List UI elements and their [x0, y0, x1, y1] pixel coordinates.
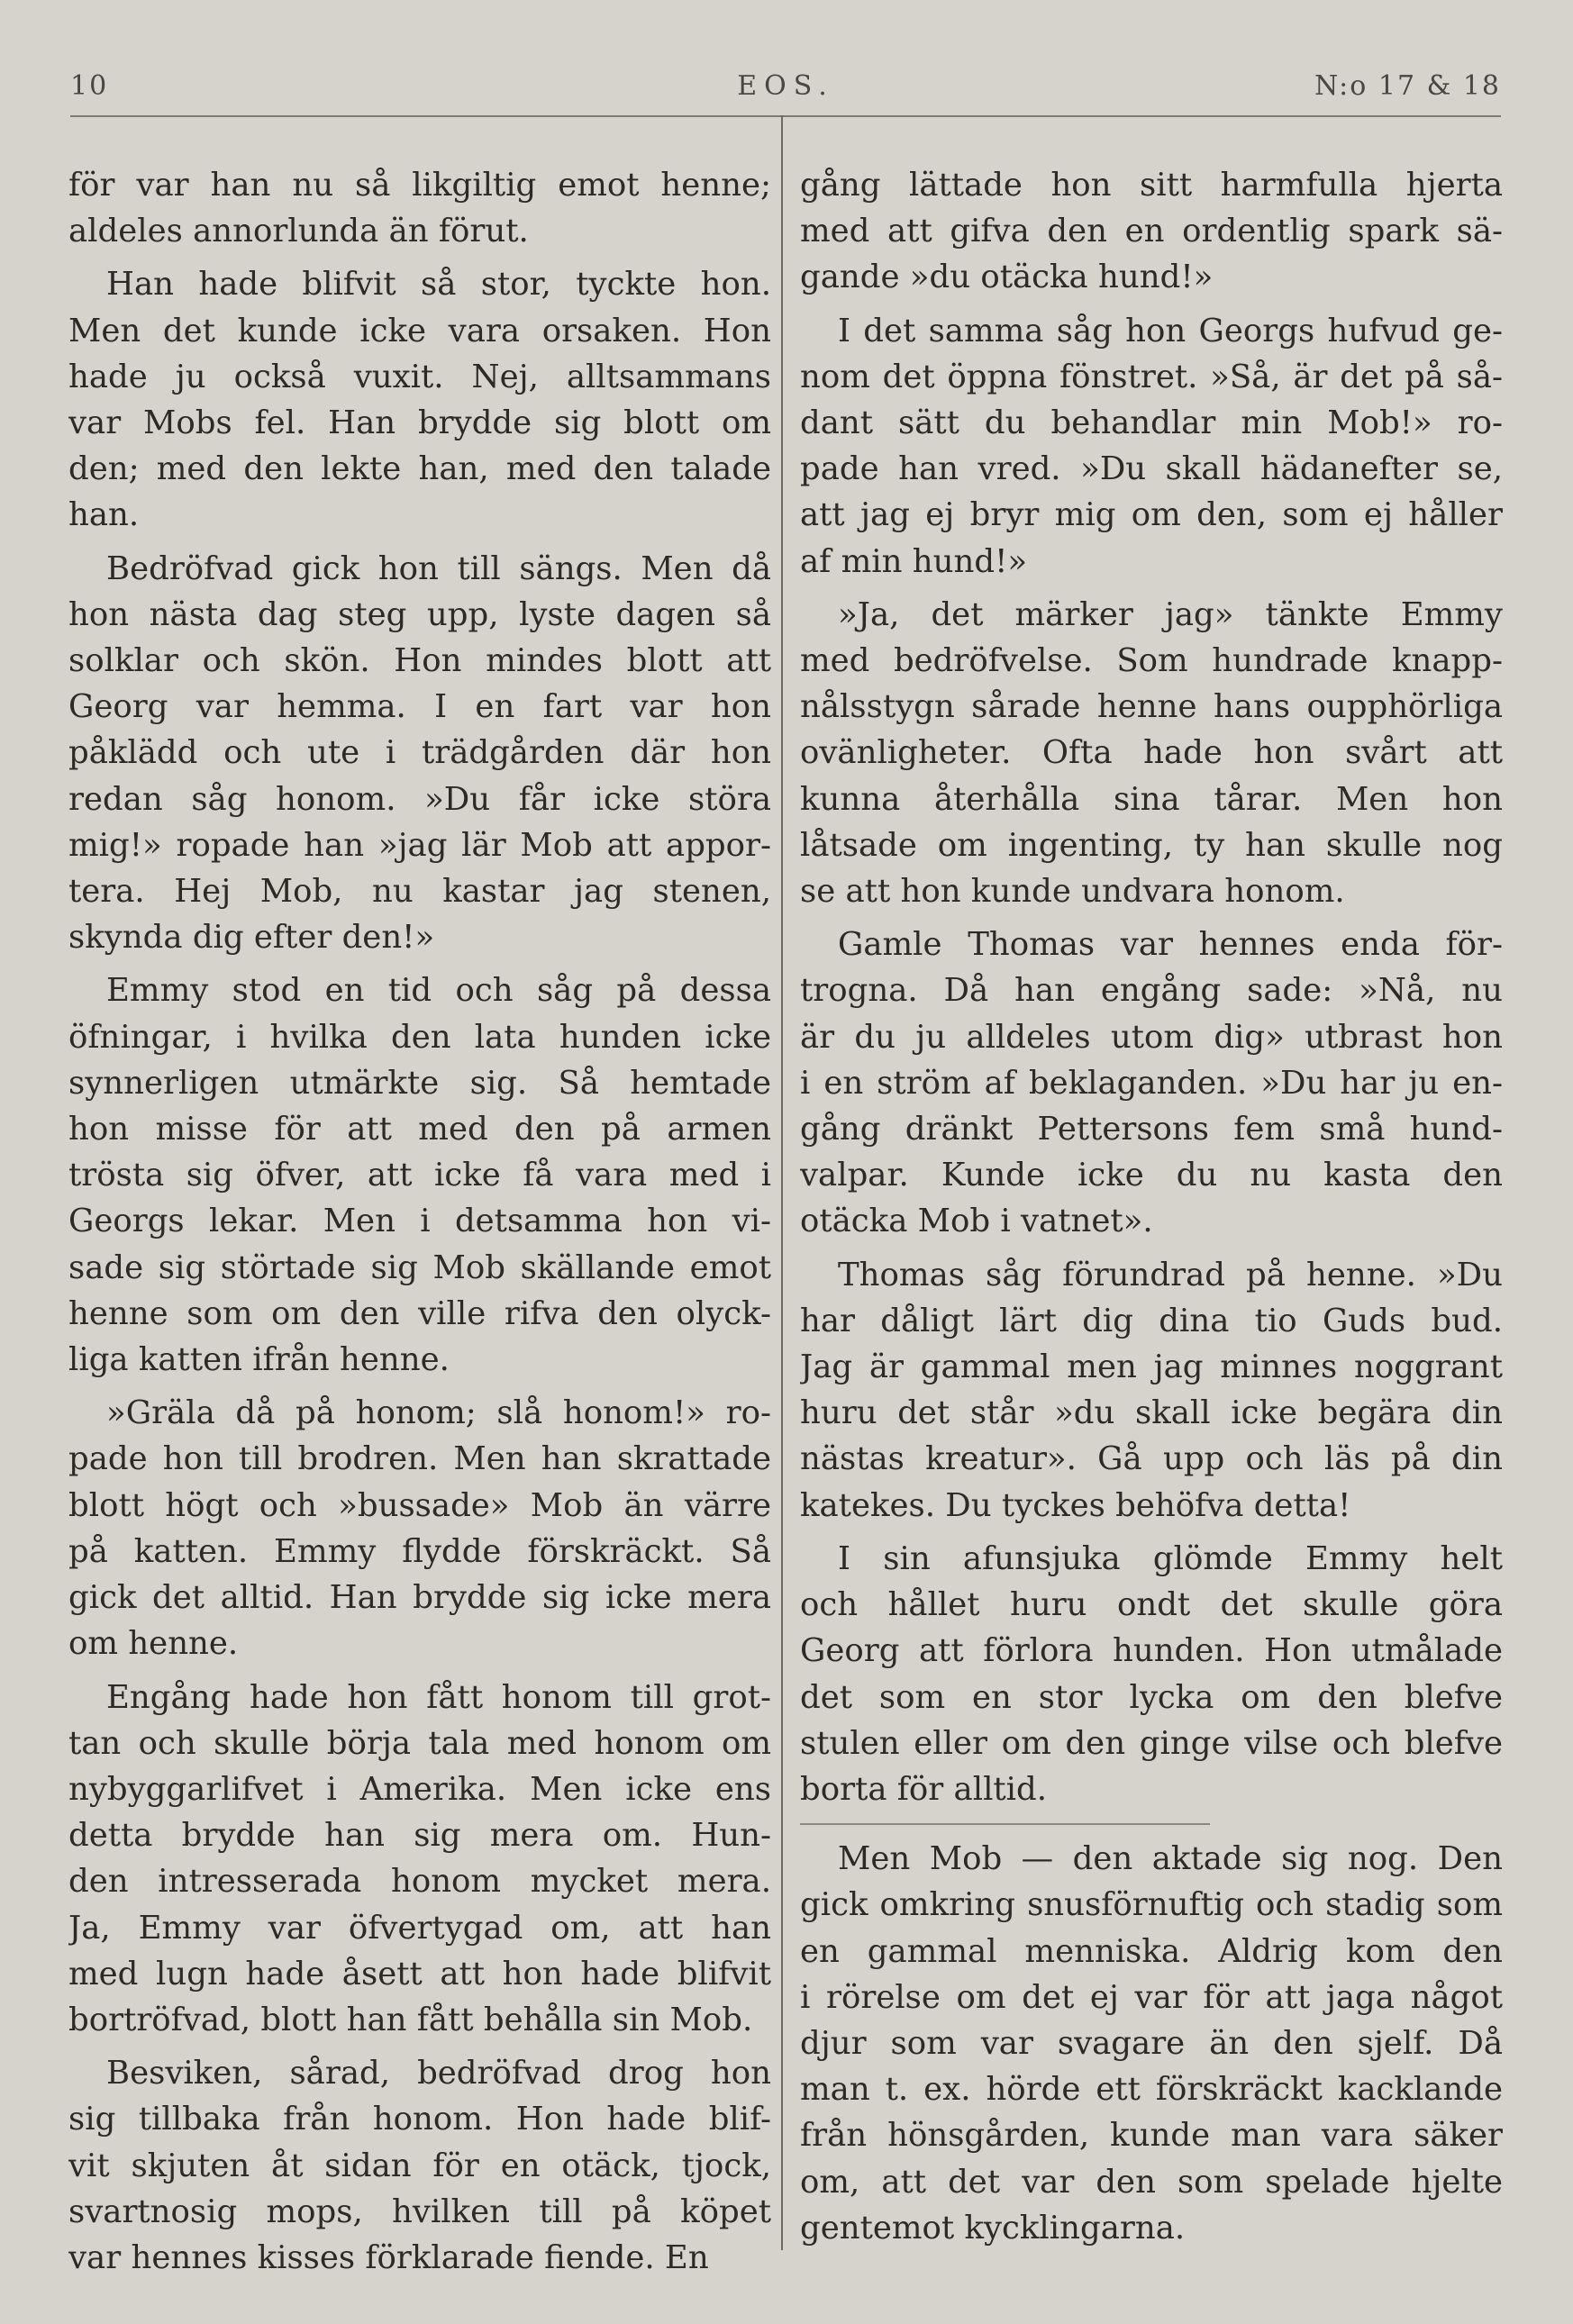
text-line: en gammal menniska. Aldrig kom den: [800, 1932, 1503, 1970]
text-line: nybyggarlifvet i Amerika. Men icke ens: [68, 1770, 771, 1808]
text-line: gentemot kycklingarna.: [800, 2209, 1186, 2247]
right-column: [800, 162, 1503, 2251]
text-line: trösta sig öfver, att icke få vara med i: [68, 1157, 771, 1194]
text-line: solklar och skön. Hon mindes blott att: [68, 642, 771, 680]
text-line: blott högt och »bussade» Mob än värre: [68, 1486, 771, 1524]
text-line: svartnosig mops, hvilken till på köpet: [68, 2192, 771, 2230]
text-line: i en ström af beklaganden. »Du har ju en-: [800, 1064, 1503, 1102]
text-line: Men Mob — den aktade sig nog. Den: [838, 1840, 1503, 1878]
text-line: låtsade om ingenting, ty han skulle nog: [800, 826, 1503, 864]
text-line: »Ja, det märker jag» tänkte Emmy: [838, 595, 1503, 633]
text-line: för var han nu så likgiltig emot henne;: [68, 167, 771, 204]
text-line: valpar. Kunde icke du nu kasta den: [800, 1157, 1503, 1194]
text-line: Bedröfvad gick hon till sängs. Men då: [106, 549, 771, 587]
issue-number: N:o 17 & 18: [1314, 70, 1501, 102]
text-line: var Mobs fel. Han brydde sig blott om: [68, 404, 771, 442]
text-line: öfningar, i hvilka den lata hunden icke: [68, 1018, 771, 1056]
right-column-part-2: [800, 1836, 1503, 2251]
text-line: otäcka Mob i vatnet».: [800, 1203, 1153, 1240]
text-line: har dåligt lärt dig dina tio Guds bud.: [800, 1302, 1503, 1339]
page-number: 10: [70, 70, 109, 102]
text-line: gande »du otäcka hund!»: [800, 259, 1214, 296]
text-line: trogna. Då han engång sade: »Nå, nu: [800, 972, 1503, 1010]
text-line: tera. Hej Mob, nu kastar jag stenen,: [68, 873, 771, 911]
text-line: Gamle Thomas var hennes enda för-: [838, 926, 1503, 964]
text-line: bortröfvad, blott han fått behålla sin Mob.: [68, 2001, 753, 2038]
text-line: gick det alltid. Han brydde sig icke mera: [68, 1579, 771, 1617]
text-line: man t. ex. hörde ett förskräckt kacklande: [800, 2071, 1503, 2109]
text-line: huru det står »du skall icke begära din: [800, 1394, 1503, 1432]
text-line: liga katten ifrån henne.: [68, 1341, 450, 1379]
text-line: i rörelse om det ej var för att jaga något: [800, 1978, 1503, 2016]
text-line: sig tillbaka från honom. Hon hade blif-: [68, 2101, 771, 2138]
text-line: skynda dig efter den!»: [68, 919, 435, 957]
text-line: Georg var hemma. I en fart var hon: [68, 688, 771, 726]
text-line: att jag ej bryr mig om den, som ej håller: [800, 496, 1503, 534]
text-line: kunna återhålla sina tårar. Men hon: [800, 780, 1503, 818]
text-line: henne som om den ville rifva den olyck-: [68, 1294, 771, 1332]
text-line: nästas kreatur». Gå upp och läs på din: [800, 1440, 1503, 1478]
text-line: påklädd och ute i trädgården där hon: [68, 734, 771, 772]
text-line: stulen eller om den ginge vilse och blefve: [800, 1724, 1503, 1762]
text-line: den; med den lekte han, med den talade: [68, 450, 771, 488]
left-column: [68, 162, 771, 2281]
text-line: Thomas såg förundrad på henne. »Du: [838, 1256, 1503, 1294]
text-line: hon nästa dag steg upp, lyste dagen så: [68, 595, 771, 633]
text-line: mig!» ropade han »jag lär Mob att appor-: [68, 826, 771, 864]
text-line: borta för alltid.: [800, 1770, 1048, 1808]
text-line: Engång hade hon fått honom till grot-: [106, 1678, 771, 1716]
text-line: redan såg honom. »Du får icke störa: [68, 780, 771, 818]
text-line: den intresserada honom mycket mera.: [68, 1863, 771, 1901]
text-line: Emmy stod en tid och såg på dessa: [106, 972, 771, 1010]
text-line: sade sig störtade sig Mob skällande emot: [68, 1248, 771, 1286]
text-line: I det samma såg hon Georgs hufvud ge-: [838, 312, 1503, 350]
text-line: gick omkring snusförnuftig och stadig som: [800, 1886, 1503, 1924]
text-line: synnerligen utmärkte sig. Så hemtade: [68, 1064, 771, 1102]
text-line: med att gifva den en ordentlig spark sä-: [800, 213, 1503, 250]
column-divider: [781, 115, 783, 2250]
section-separator: [800, 1823, 1210, 1825]
text-line: djur som var svagare än den sjelf. Då: [800, 2024, 1503, 2062]
text-line: var hennes kisses förklarade fiende. En: [68, 2238, 709, 2276]
text-line: nålsstygn sårade henne hans oupphörliga: [800, 688, 1503, 726]
text-line: det som en stor lycka om den blefve: [800, 1678, 1503, 1716]
header-rule: [70, 115, 1501, 117]
text-line: och hållet huru ondt det skulle göra: [800, 1586, 1503, 1624]
text-line: af min hund!»: [800, 542, 1028, 580]
text-line: nom det öppna fönstret. »Så, är det på så-: [800, 358, 1503, 395]
text-line: I sin afunsjuka glömde Emmy helt: [838, 1539, 1503, 1577]
text-line: om, att det var den som spelade hjelte: [800, 2163, 1503, 2201]
text-line: han.: [68, 496, 140, 534]
text-line: dant sätt du behandlar min Mob!» ro-: [800, 404, 1503, 442]
text-line: Han hade blifvit så stor, tyckte hon.: [106, 266, 771, 304]
text-line: ovänligheter. Ofta hade hon svårt att: [800, 734, 1503, 772]
text-line: med bedröfvelse. Som hundrade knapp-: [800, 642, 1503, 680]
text-line: på katten. Emmy flydde förskräckt. Så: [68, 1532, 771, 1570]
text-line: »Gräla då på honom; slå honom!» ro-: [106, 1394, 771, 1432]
text-line: katekes. Du tyckes behöfva detta!: [800, 1486, 1351, 1524]
text-line: tan och skulle börja tala med honom om: [68, 1724, 771, 1762]
text-line: Georgs lekar. Men i detsamma hon vi-: [68, 1203, 771, 1240]
text-line: Besviken, sårad, bedröfvad drog hon: [106, 2055, 771, 2093]
text-line: pade han vred. »Du skall hädanefter se,: [800, 450, 1503, 488]
text-line: vit skjuten åt sidan för en otäck, tjock,: [68, 2147, 771, 2184]
text-line: se att hon kunde undvara honom.: [800, 873, 1345, 911]
text-line: är du ju alldeles utom dig» utbrast hon: [800, 1018, 1503, 1056]
text-line: gång dränkt Pettersons fem små hund-: [800, 1111, 1503, 1148]
text-line: gång lättade hon sitt harmfulla hjerta: [800, 167, 1503, 204]
text-line: detta brydde han sig mera om. Hun-: [68, 1817, 771, 1855]
text-line: pade hon till brodren. Men han skrattade: [68, 1440, 771, 1478]
journal-title: EOS.: [737, 70, 834, 102]
text-line: hade ju också vuxit. Nej, alltsammans: [68, 358, 771, 395]
right-column-part-1: [800, 162, 1503, 1812]
text-line: aldeles annorlunda än förut.: [68, 213, 529, 250]
text-line: Ja, Emmy var öfvertygad om, att han: [68, 1909, 771, 1947]
text-line: Georg att förlora hunden. Hon utmålade: [800, 1632, 1503, 1670]
text-line: med lugn hade åsett att hon hade blifvit: [68, 1955, 771, 1993]
text-line: om henne.: [68, 1625, 239, 1663]
text-line: Jag är gammal men jag minnes noggrant: [800, 1348, 1503, 1386]
text-line: Men det kunde icke vara orsaken. Hon: [68, 312, 771, 350]
text-line: hon misse för att med den på armen: [68, 1111, 771, 1148]
text-line: från hönsgården, kunde man vara säker: [800, 2117, 1503, 2155]
